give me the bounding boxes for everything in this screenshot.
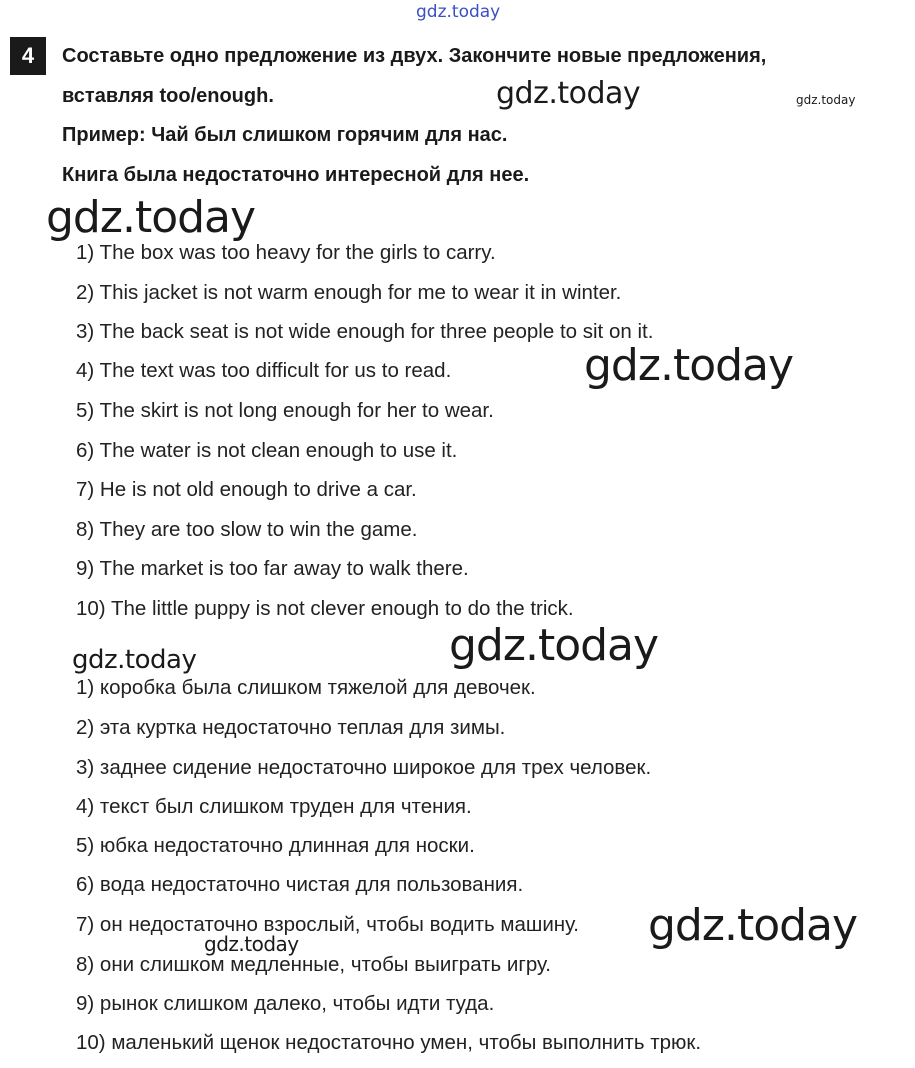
russian-translation: 2) эта куртка недостаточно теплая для зимы. — [76, 716, 506, 739]
watermark: gdz.today — [204, 932, 299, 956]
task-example: Книга была недостаточно интересной для нее. — [62, 164, 530, 186]
task-instruction: Составьте одно предложение из двух. Закончите новые предложения, — [62, 45, 767, 67]
english-answer: 6) The water is not clean enough to use it. — [76, 439, 458, 462]
russian-translation: 9) рынок слишком далеко, чтобы идти туда. — [76, 992, 495, 1015]
russian-translation: 10) маленький щенок недостаточно умен, чтобы выполнить трюк. — [76, 1031, 702, 1054]
english-answer: 10) The little puppy is not clever enough to do the trick. — [76, 597, 574, 620]
russian-translation: 6) вода недостаточно чистая для пользования. — [76, 873, 524, 896]
english-answer: 5) The skirt is not long enough for her to wear. — [76, 399, 494, 422]
english-answer: 7) He is not old enough to drive a car. — [76, 478, 417, 501]
russian-translation: 8) они слишком медленные, чтобы выиграть игру. — [76, 953, 551, 976]
english-answer: 3) The back seat is not wide enough for three people to sit on it. — [76, 320, 654, 343]
watermark: gdz.today — [496, 76, 641, 111]
russian-translation: 7) он недостаточно взрослый, чтобы водить машину. — [76, 913, 580, 936]
watermark: gdz.today — [584, 340, 794, 391]
task-number-badge: 4 — [10, 37, 46, 75]
russian-translation: 3) заднее сидение недостаточно широкое для трех человек. — [76, 756, 652, 779]
russian-translation: 4) текст был слишком труден для чтения. — [76, 795, 472, 818]
english-answer: 1) The box was too heavy for the girls to carry. — [76, 241, 496, 264]
english-answer: 2) This jacket is not warm enough for me to wear it in winter. — [76, 281, 622, 304]
english-answer: 8) They are too slow to win the game. — [76, 518, 418, 541]
watermark: gdz.today — [449, 620, 659, 671]
watermark: gdz.today — [46, 192, 256, 243]
task-example: Пример: Чай был слишком горячим для нас. — [62, 124, 508, 146]
english-answer: 4) The text was too difficult for us to read. — [76, 359, 452, 382]
english-answer: 9) The market is too far away to walk there. — [76, 557, 469, 580]
russian-translation: 5) юбка недостаточно длинная для носки. — [76, 834, 475, 857]
watermark: gdz.today — [648, 900, 858, 951]
watermark-small: gdz.today — [796, 93, 856, 107]
watermark: gdz.today — [72, 645, 197, 675]
task-instruction: вставляя too/enough. — [62, 85, 274, 107]
watermark-top: gdz.today — [416, 2, 501, 22]
russian-translation: 1) коробка была слишком тяжелой для девочек. — [76, 676, 536, 699]
